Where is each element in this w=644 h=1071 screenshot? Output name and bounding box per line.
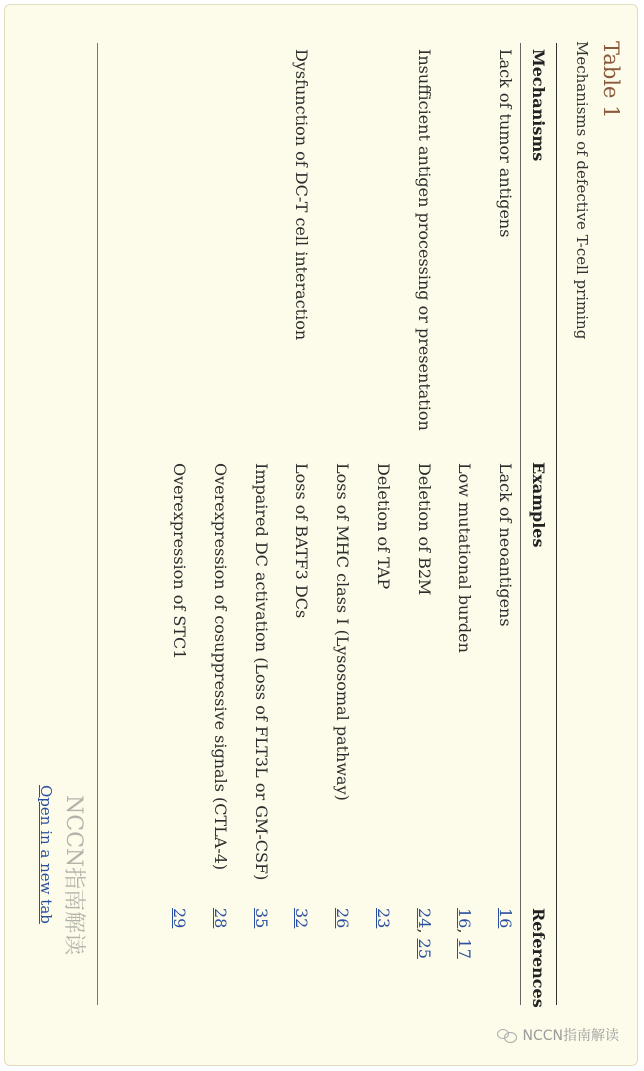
cell-references: 24, 25 <box>414 908 434 959</box>
table-title: Table 1 <box>599 41 623 119</box>
table-caption: Mechanisms of defective T-cell priming <box>573 41 591 340</box>
reference-link[interactable]: 24 <box>414 908 434 929</box>
cell-mechanism: Insufficient antigen processing or presentation <box>414 49 434 431</box>
cell-example: Loss of BATF3 DCs <box>292 463 312 619</box>
cell-example: Deletion of TAP <box>373 463 393 590</box>
cell-example: Lack of neoantigens <box>496 463 515 627</box>
watermark-text: NCCN指南解读 <box>522 1028 619 1044</box>
reference-link[interactable]: 28 <box>211 908 231 929</box>
wechat-icon <box>497 1028 517 1042</box>
cell-example: Deletion of B2M <box>414 463 434 596</box>
reference-link[interactable]: 23 <box>373 908 393 929</box>
reference-link[interactable]: 26 <box>333 908 353 929</box>
header-mechanisms: Mechanisms <box>529 49 548 162</box>
cell-references <box>333 908 352 928</box>
cell-mechanism: Dysfunction of DC-T cell interaction <box>292 49 312 341</box>
reference-link[interactable]: 17 <box>455 938 475 959</box>
cell-example: Low mutational burden <box>455 463 475 653</box>
cell-references <box>496 908 515 928</box>
reference-link[interactable]: 35 <box>251 908 271 929</box>
cell-references <box>211 908 230 928</box>
cell-mechanism: Lack of tumor antigens <box>496 49 515 238</box>
cell-references: 16, 17 <box>455 908 475 959</box>
header-examples: Examples <box>529 462 548 548</box>
rotated-table-content <box>5 5 638 1066</box>
table-card <box>4 4 638 1066</box>
cell-references <box>374 908 393 928</box>
table-bottom-rule <box>97 43 98 1005</box>
watermark-overlay: NCCN指南解读 <box>61 795 86 956</box>
cell-example: Overexpression of cosuppressive signals (CTLA-4) <box>211 463 231 871</box>
cell-example: Impaired DC activation (Loss of FLT3L or GM-CSF) <box>251 463 271 881</box>
cell-example: Overexpression of STC1 <box>170 463 190 660</box>
cell-example: Loss of MHC class I (Lysosomal pathway) <box>333 463 353 801</box>
header-rule <box>520 43 521 1005</box>
cell-references <box>252 908 271 928</box>
open-in-new-tab-link[interactable]: Open in a new tab <box>37 785 55 924</box>
reference-link[interactable]: 32 <box>292 908 312 929</box>
header-references: References <box>529 908 548 1008</box>
table-top-rule <box>556 43 557 1005</box>
reference-link[interactable]: 29 <box>170 908 190 929</box>
reference-link[interactable]: 16 <box>496 908 515 929</box>
reference-link[interactable]: 25 <box>414 938 434 959</box>
cell-references <box>170 908 189 928</box>
watermark <box>497 1025 620 1045</box>
reference-link[interactable]: 16 <box>455 908 475 929</box>
cell-references <box>293 908 312 928</box>
